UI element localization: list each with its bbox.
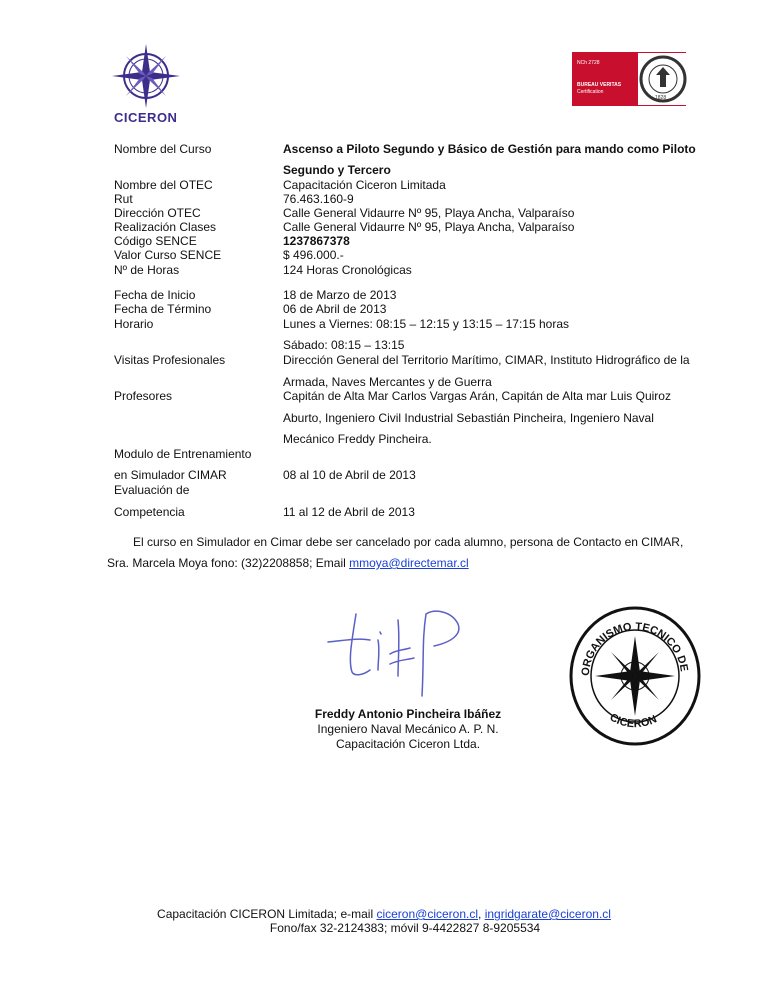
signer-company: Capacitación Ciceron Ltda. xyxy=(335,737,481,751)
classes-location-label: Realización Clases xyxy=(114,220,217,234)
footer-separator: , xyxy=(478,907,485,921)
sence-code-label: Código SENCE xyxy=(114,234,197,248)
evaluation-value: 11 al 12 de Abril de 2013 xyxy=(283,505,415,519)
otec-value: Capacitación Ciceron Limitada xyxy=(283,178,446,192)
sence-price-value: $ 496.000.- xyxy=(283,248,344,262)
visits-line2: Armada, Naves Mercantes y de Guerra xyxy=(283,375,492,389)
sence-code-value: 1237867378 xyxy=(283,234,350,248)
signature-image xyxy=(318,600,478,700)
start-date-label: Fecha de Inicio xyxy=(114,288,196,302)
teachers-line3: Mecánico Freddy Pincheira. xyxy=(283,432,432,446)
logo-text: CICERON xyxy=(114,110,178,125)
note-line2 xyxy=(107,556,469,570)
handwritten-signature xyxy=(318,600,478,700)
course-name-label: Nombre del Curso xyxy=(114,142,212,156)
rut-label: Rut xyxy=(114,192,133,206)
classes-location-value: Calle General Vidaurre Nº 95, Playa Ancha, Valparaíso xyxy=(283,220,575,234)
evaluation-label-line1: Evaluación de xyxy=(114,483,190,497)
bureau-veritas-seal xyxy=(638,53,688,105)
sence-price-label: Valor Curso SENCE xyxy=(114,248,222,262)
ciceron-logo xyxy=(104,42,188,126)
footer-email1-link[interactable]: ciceron@ciceron.cl xyxy=(376,907,479,921)
module-label-line1: Modulo de Entrenamiento xyxy=(114,447,252,461)
schedule-line2: Sábado: 08:15 – 13:15 xyxy=(283,338,405,352)
cert-line1: NCh 2728 xyxy=(577,60,600,66)
visits-line1: Dirección General del Territorio Marítimo, CIMAR, Instituto Hidrográfico de la xyxy=(283,353,690,367)
address-value: Calle General Vidaurre Nº 95, Playa Ancha, Valparaíso xyxy=(283,206,575,220)
footer-line1 xyxy=(0,907,768,921)
signer-name: Freddy Antonio Pincheira Ibáñez xyxy=(314,707,502,721)
cert-line2: BUREAU VERITAS xyxy=(577,82,622,88)
address-label: Dirección OTEC xyxy=(114,206,201,220)
start-date-value: 18 de Marzo de 2013 xyxy=(283,288,397,302)
end-date-value: 06 de Abril de 2013 xyxy=(283,302,387,316)
footer-company: Capacitación CICERON Limitada; e-mail xyxy=(157,907,377,921)
course-name-line2: Segundo y Tercero xyxy=(283,163,391,177)
otec-label: Nombre del OTEC xyxy=(114,178,213,192)
module-value: 08 al 10 de Abril de 2013 xyxy=(283,468,416,482)
contact-email-link[interactable]: mmoya@directemar.cl xyxy=(349,556,469,570)
note-line2-text: Sra. Marcela Moya fono: (32)2208858; Email xyxy=(107,556,350,570)
ciceron-stamp xyxy=(567,604,703,748)
visits-label: Visitas Profesionales xyxy=(114,353,226,367)
signer-title: Ingeniero Naval Mecánico A. P. N. xyxy=(317,722,499,736)
cert-line3: Certification xyxy=(577,89,604,95)
schedule-label: Horario xyxy=(114,317,154,331)
footer-email2-link[interactable]: ingridgarate@ciceron.cl xyxy=(484,907,611,921)
course-name-line1: Ascenso a Piloto Segundo y Básico de Gestión para mando como Piloto xyxy=(283,142,696,156)
teachers-line2: Aburto, Ingeniero Civil Industrial Sebastián Pincheira, Ingeniero Naval xyxy=(283,411,654,425)
teachers-label: Profesores xyxy=(114,389,173,403)
certification-badge xyxy=(572,52,686,106)
schedule-line1: Lunes a Viernes: 08:15 – 12:15 y 13:15 – 17:15 horas xyxy=(283,317,569,331)
stamp-bottom-text: CICERON xyxy=(607,711,659,731)
hours-value: 124 Horas Cronológicas xyxy=(283,263,412,277)
module-label-line2: en Simulador CIMAR xyxy=(114,468,227,482)
stamp-top-text: ORGANISMO TECNICO DE xyxy=(579,620,690,677)
teachers-line1: Capitán de Alta Mar Carlos Vargas Arán, Capitán de Alta mar Luis Quiroz xyxy=(283,389,671,403)
stamp-seal-icon xyxy=(567,604,703,748)
hours-label: Nº de Horas xyxy=(114,263,180,277)
note-line1: El curso en Simulador en Cimar debe ser cancelado por cada alumno, persona de Contacto en CIMAR, xyxy=(133,535,684,549)
svg-text:ORGANISMO TECNICO DE CAPACITAC xyxy=(567,604,690,676)
svg-text:CICERON xyxy=(608,711,659,730)
footer-phones: Fono/fax 32-2124383; móvil 9-4422827 8-9205534 xyxy=(269,921,541,935)
evaluation-label-line2: Competencia xyxy=(114,505,185,519)
rut-value: 76.463.160-9 xyxy=(283,192,354,206)
end-date-label: Fecha de Término xyxy=(114,302,212,316)
seal-year: 1828 xyxy=(655,95,667,101)
compass-rose-icon xyxy=(104,42,188,114)
